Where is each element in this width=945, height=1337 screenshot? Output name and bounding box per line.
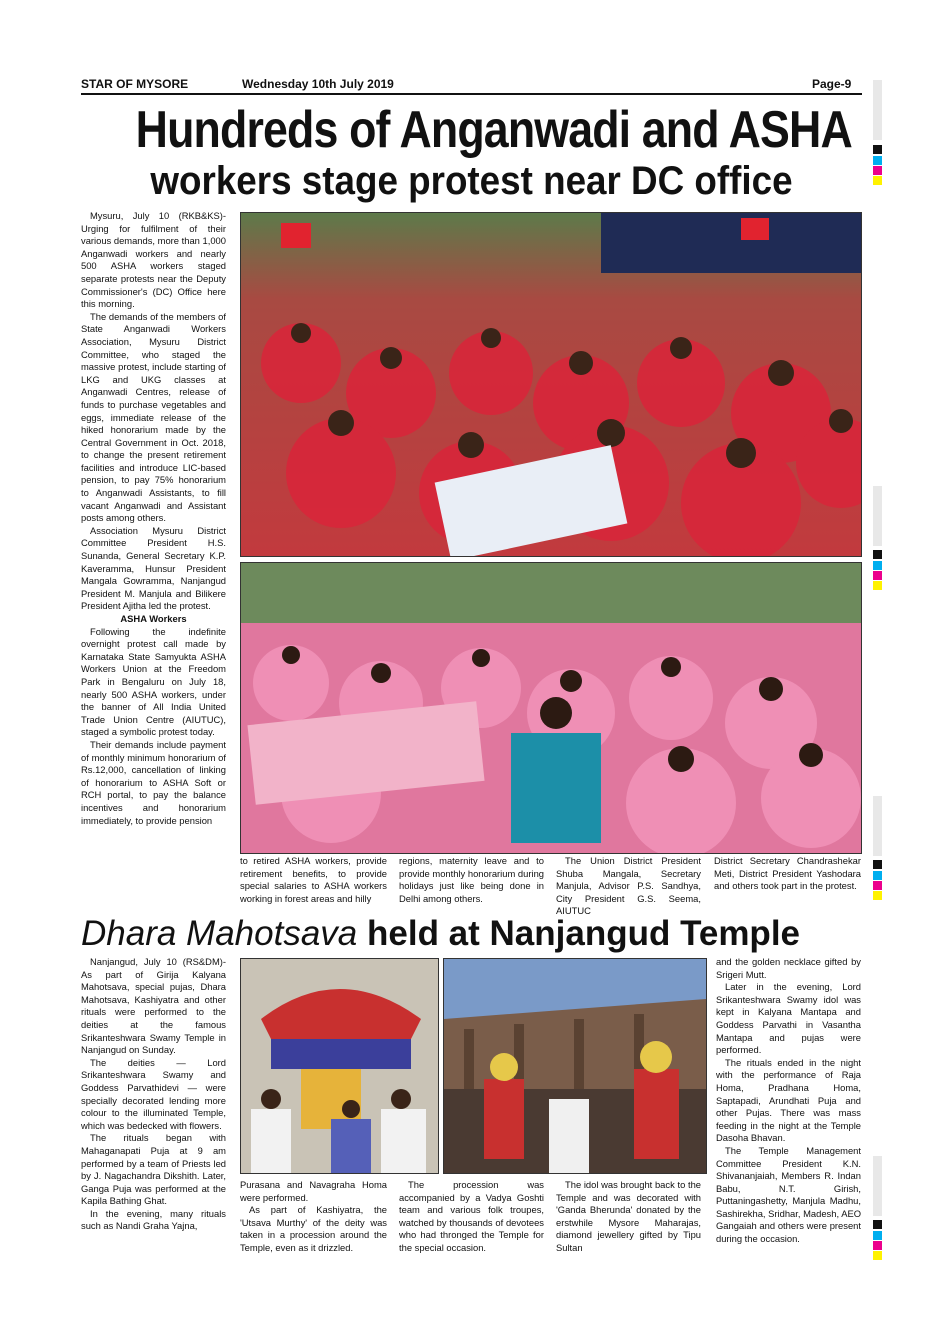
reg-magenta (873, 571, 882, 580)
paragraph: The Union District President Shuba Mangala, Secretary Manjula, Advisor P.S. Sandhya, City President G.S. Seema, AIUTUC (556, 855, 701, 917)
crowd-illustration (241, 213, 861, 556)
story2-column-4 (556, 1179, 701, 1255)
reg-black (873, 1220, 882, 1229)
story2-column-1 (81, 956, 226, 1266)
paragraph: Their demands include payment of monthly minimum honorarium of Rs.12,000, cancellation of linking of honorarium to ASHA Soft or RCH portal, to pay the balance incentives and honorarium immediately, to provide pension (81, 738, 226, 826)
story1-headline-line1: Hundreds of Anganwadi and ASHA (135, 101, 852, 159)
paragraph: The rituals ended in the night with the performance of Raja Homa, Pradhana Homa, Saptapadi, Arundhati Puja and other Pujas. There was mass feeding in the night at the Temple Dasoha Bhavan. (716, 1056, 861, 1144)
crowd-illustration (241, 563, 861, 853)
utsava-murthy-photo (240, 958, 439, 1174)
paragraph: regions, maternity leave and to provide monthly honorarium during holidays just like being done in Delhi among others. (399, 855, 544, 904)
issue-date: Wednesday 10th July 2019 (242, 77, 394, 91)
paper-name: STAR OF MYSORE (81, 77, 189, 91)
reg-cyan (873, 561, 882, 570)
story1-column-4 (556, 855, 701, 918)
reg-cyan (873, 156, 882, 165)
procession-illustration (241, 959, 438, 1173)
paragraph: Nanjangud, July 10 (RS&DM)- As part of Girija Kalyana Mahotsava, special pujas, Dhara Mahotsava, Kashiyatra and other rituals were performed to the deities at the famous Srikanteshwara Swamy Temple in Nanjangud on Sunday. (81, 956, 226, 1056)
paragraph: Mysuru, July 10 (RKB&KS)- Urging for fulfilment of their various demands, more than 1,000 Anganwadi workers and nearly 500 ASHA workers staged separate protests near the Deputy Commissioner's (DC) Office here this morning. (81, 210, 226, 310)
page-number: Page-9 (812, 77, 852, 91)
paragraph: The demands of the members of State Anganwadi Workers Association, Mysuru District Committee, who staged the massive protest, include starting of LKG and UKG classes at Anganwadi Centres, release of funds to purchase vegetables and eggs, immediate release of the hiked honorarium made by the Central Government in Oct. 2018, to change the present retirement facilities and introduce LIC-based pension, to pay 75% honorarium to Anganwadi Assistants, to fill vacant Anganwadi and Assistant posts among others. (81, 310, 226, 524)
subheading: ASHA Workers (120, 613, 187, 624)
reg-black (873, 145, 882, 154)
paragraph: The rituals began with Mahaganapati Puja at 9 am performed by a team of Priests led by J. Nagachandra Dikshith. Later, Ganga Puja was performed at the Kapila Bathing Ghat. (81, 1132, 226, 1207)
paragraph: As part of Kashiyatra, the 'Utsava Murthy' of the deity was taken in a procession around the Temple, even as it drizzled. (240, 1204, 387, 1253)
story1-column-2 (240, 855, 387, 905)
reg-black (873, 860, 882, 869)
reg-gray (873, 80, 882, 140)
asha-protest-photo (240, 562, 862, 854)
story2-column-3 (399, 1179, 544, 1255)
reg-gray (873, 1156, 882, 1216)
story2-headline (81, 912, 862, 956)
story2-column-5 (716, 956, 861, 1246)
temple-illustration (444, 959, 706, 1173)
reg-black (873, 550, 882, 559)
paragraph: to retired ASHA workers, provide retirement benefits, to provide special salaries to ASHA workers working in forest areas and hilly (240, 855, 387, 904)
paragraph: District Secretary Chandrashekar Meti, District President Yashodara and others took part in the protest. (714, 855, 861, 892)
reg-yellow (873, 891, 882, 900)
reg-gray (873, 486, 882, 546)
paragraph: The idol was brought back to the Temple and was decorated with 'Ganda Bherunda' donated by the erstwhile Mysore Maharajas, diamond jewellery gifted by Tipu Sultan (556, 1179, 701, 1253)
paragraph: Following the indefinite overnight protest call made by Karnataka State Samyukta ASHA Workers Union at the Freedom Park in Bengaluru on July 18, nearly 500 ASHA workers, under the banner of All India United Trade Union Centre (AIUTUC), staged a symbolic protest today. (81, 625, 226, 738)
paragraph: The procession was accompanied by a Vadya Goshti team and various folk troupes, watched by thousands of devotees who had thronged the Temple for the special occasion. (399, 1179, 544, 1253)
paragraph: and the golden necklace gifted by Srigeri Mutt. (716, 956, 861, 980)
reg-yellow (873, 1251, 882, 1260)
reg-yellow (873, 176, 882, 185)
story1-column-1 (81, 210, 226, 910)
reg-yellow (873, 581, 882, 590)
story1-column-3 (399, 855, 544, 905)
header-rule (81, 93, 862, 95)
reg-cyan (873, 1231, 882, 1240)
reg-magenta (873, 881, 882, 890)
reg-magenta (873, 1241, 882, 1250)
story2-headline-italic: Dhara Mahotsava (81, 914, 358, 953)
reg-gray (873, 796, 882, 856)
paragraph: Association Mysuru District Committee President H.S. Sunanda, General Secretary K.P. Kaveramma, Hunsur President Mangala Gowramma, Nanjangud President M. Manjula and Bilikere President Ajitha led the protest. (81, 524, 226, 612)
paragraph: The Temple Management Committee President K.N. Shivananjaiah, Members R. Indan Babu, N.T. Girish, Puttaningashetty, Manjula Madhu, Sashirekha, Sridhar, Madesh, AEO Gangaiah and others were present during the occasion. (716, 1144, 861, 1245)
story2-headline-bold: held at Nanjangud Temple (367, 914, 801, 953)
reg-magenta (873, 166, 882, 175)
story1-headline-line2: workers stage protest near DC office (150, 159, 793, 203)
paragraph: Later in the evening, Lord Srikanteshwara Swamy idol was kept in Kalyana Mantapa and Goddess Parvathi in Vasantha Mantapa and pujas were performed. (716, 981, 861, 1056)
paragraph: Purasana and Navagraha Homa were performed. (240, 1179, 387, 1203)
paragraph: In the evening, many rituals such as Nandi Graha Yajna, (81, 1207, 226, 1232)
story2-column-2 (240, 1179, 387, 1255)
reg-cyan (873, 871, 882, 880)
story1-column-5 (714, 855, 861, 893)
paragraph: The deities — Lord Srikanteshwara Swamy and Goddess Parvathidevi — were specially decorated lending more colour to the illuminated Temple, which was bedecked with flowers. (81, 1056, 226, 1131)
anganwadi-protest-photo (240, 212, 862, 557)
folk-troupe-photo (443, 958, 707, 1174)
